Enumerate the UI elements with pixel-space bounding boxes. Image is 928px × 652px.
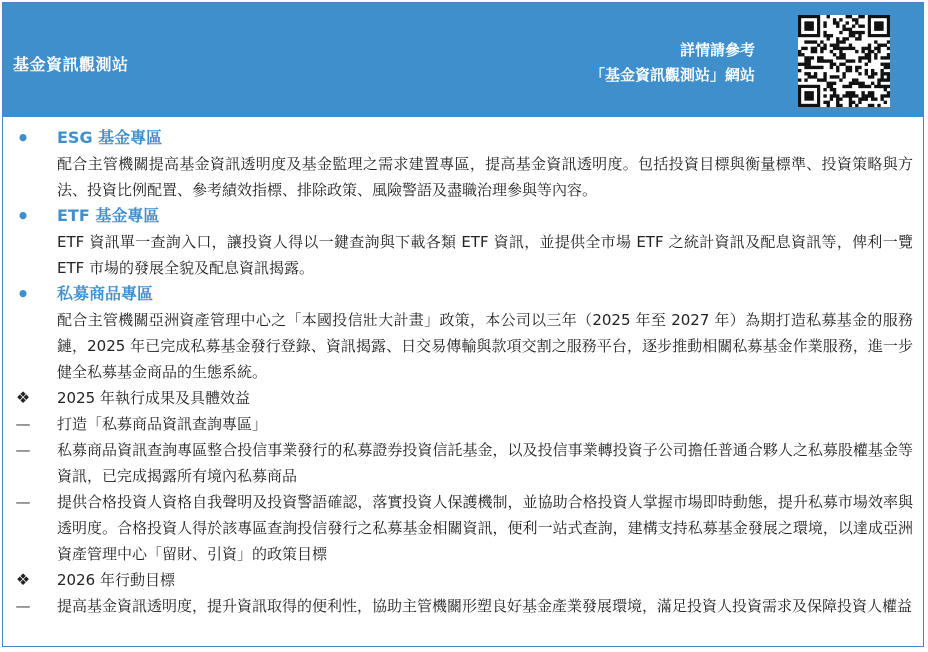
website-reference-line2: 「基金資訊觀測站」網站 (589, 66, 755, 84)
section-etf-body (3, 229, 923, 281)
dash-icon: — (15, 415, 31, 433)
diamond-icon: ❖ (15, 388, 31, 407)
website-reference[interactable] (590, 38, 755, 88)
bullet-icon: • (16, 204, 30, 228)
qr-code-icon[interactable] (798, 15, 890, 107)
section-title: ETF 基金專區 (57, 206, 160, 225)
info-card (2, 2, 924, 647)
bullet-icon: • (16, 282, 30, 306)
list-item (3, 489, 923, 567)
section-etf-heading (3, 203, 923, 229)
section-private-body (3, 307, 923, 385)
section-body: 配合主管機關提高基金資訊透明度及基金監理之需求建置專區，提高基金資訊透明度。包括投資目標與衡量標準、投資策略與方法、投資比例配置、參考績效指標、排除政策、風險警語及盡職治理參與等內容。 (57, 155, 913, 199)
results-item-text: 打造「私募商品資訊查詢專區」 (57, 415, 268, 433)
section-body: ETF 資訊單一查詢入口，讓投資人得以一鍵查詢與下載各類 ETF 資訊，並提供全市場 ETF 之統計資訊及配息資訊等，俾利一覽 ETF 市場的發展全貌及配息資訊揭露。 (57, 233, 913, 277)
website-reference-line1: 詳情請參考 (679, 41, 755, 59)
section-private-heading (3, 281, 923, 307)
list-item (3, 593, 923, 619)
list-item (3, 437, 923, 489)
bullet-icon: • (16, 126, 30, 150)
plan-item-text: 提高基金資訊透明度，提升資訊取得的便利性，協助主管機關形塑良好基金產業發展環境，滿足投資人投資需求及保障投資人權益 (57, 597, 913, 615)
dash-icon: — (15, 597, 31, 615)
section-body: 配合主管機關亞洲資產管理中心之「本國投信壯大計畫」政策，本公司以三年（2025 年至 2027 年）為期打造私募基金的服務鏈，2025 年已完成私募基金發行登錄、資訊揭露、日交易傳輸與款項交割之服務平台，逐步推動相關私募基金作業服務，進一步健全私募基金商品的生態系統。 (57, 311, 913, 381)
header-banner (3, 3, 923, 117)
section-esg-body (3, 151, 923, 203)
results-title: 2025 年執行成果及具體效益 (57, 389, 250, 407)
results-item-text: 私募商品資訊查詢專區整合投信事業發行的私募證券投資信託基金，以及投信事業轉投資子公司擔任普通合夥人之私募股權基金等資訊，已完成揭露所有境內私募商品 (57, 441, 913, 485)
content-list (3, 125, 923, 619)
section-title: ESG 基金專區 (57, 128, 163, 147)
diamond-icon: ❖ (15, 570, 31, 589)
section-title: 私募商品專區 (57, 284, 154, 303)
plan-heading (3, 567, 923, 593)
list-item (3, 411, 923, 437)
results-item-text: 提供合格投資人資格自我聲明及投資警語確認，落實投資人保護機制，並協助合格投資人掌握市場即時動態，提升私募市場效率與透明度。合格投資人得於該專區查詢投信發行之私募基金相關資訊，便利一站式查詢，建構支持私募基金發展之環境，以達成亞洲資產管理中心「留財、引資」的政策目標 (57, 493, 913, 563)
dash-icon: — (15, 493, 31, 511)
plan-title: 2026 年行動目標 (57, 571, 175, 589)
page-title: 基金資訊觀測站 (13, 55, 129, 74)
dash-icon: — (15, 441, 31, 459)
results-heading (3, 385, 923, 411)
section-esg-heading (3, 125, 923, 151)
